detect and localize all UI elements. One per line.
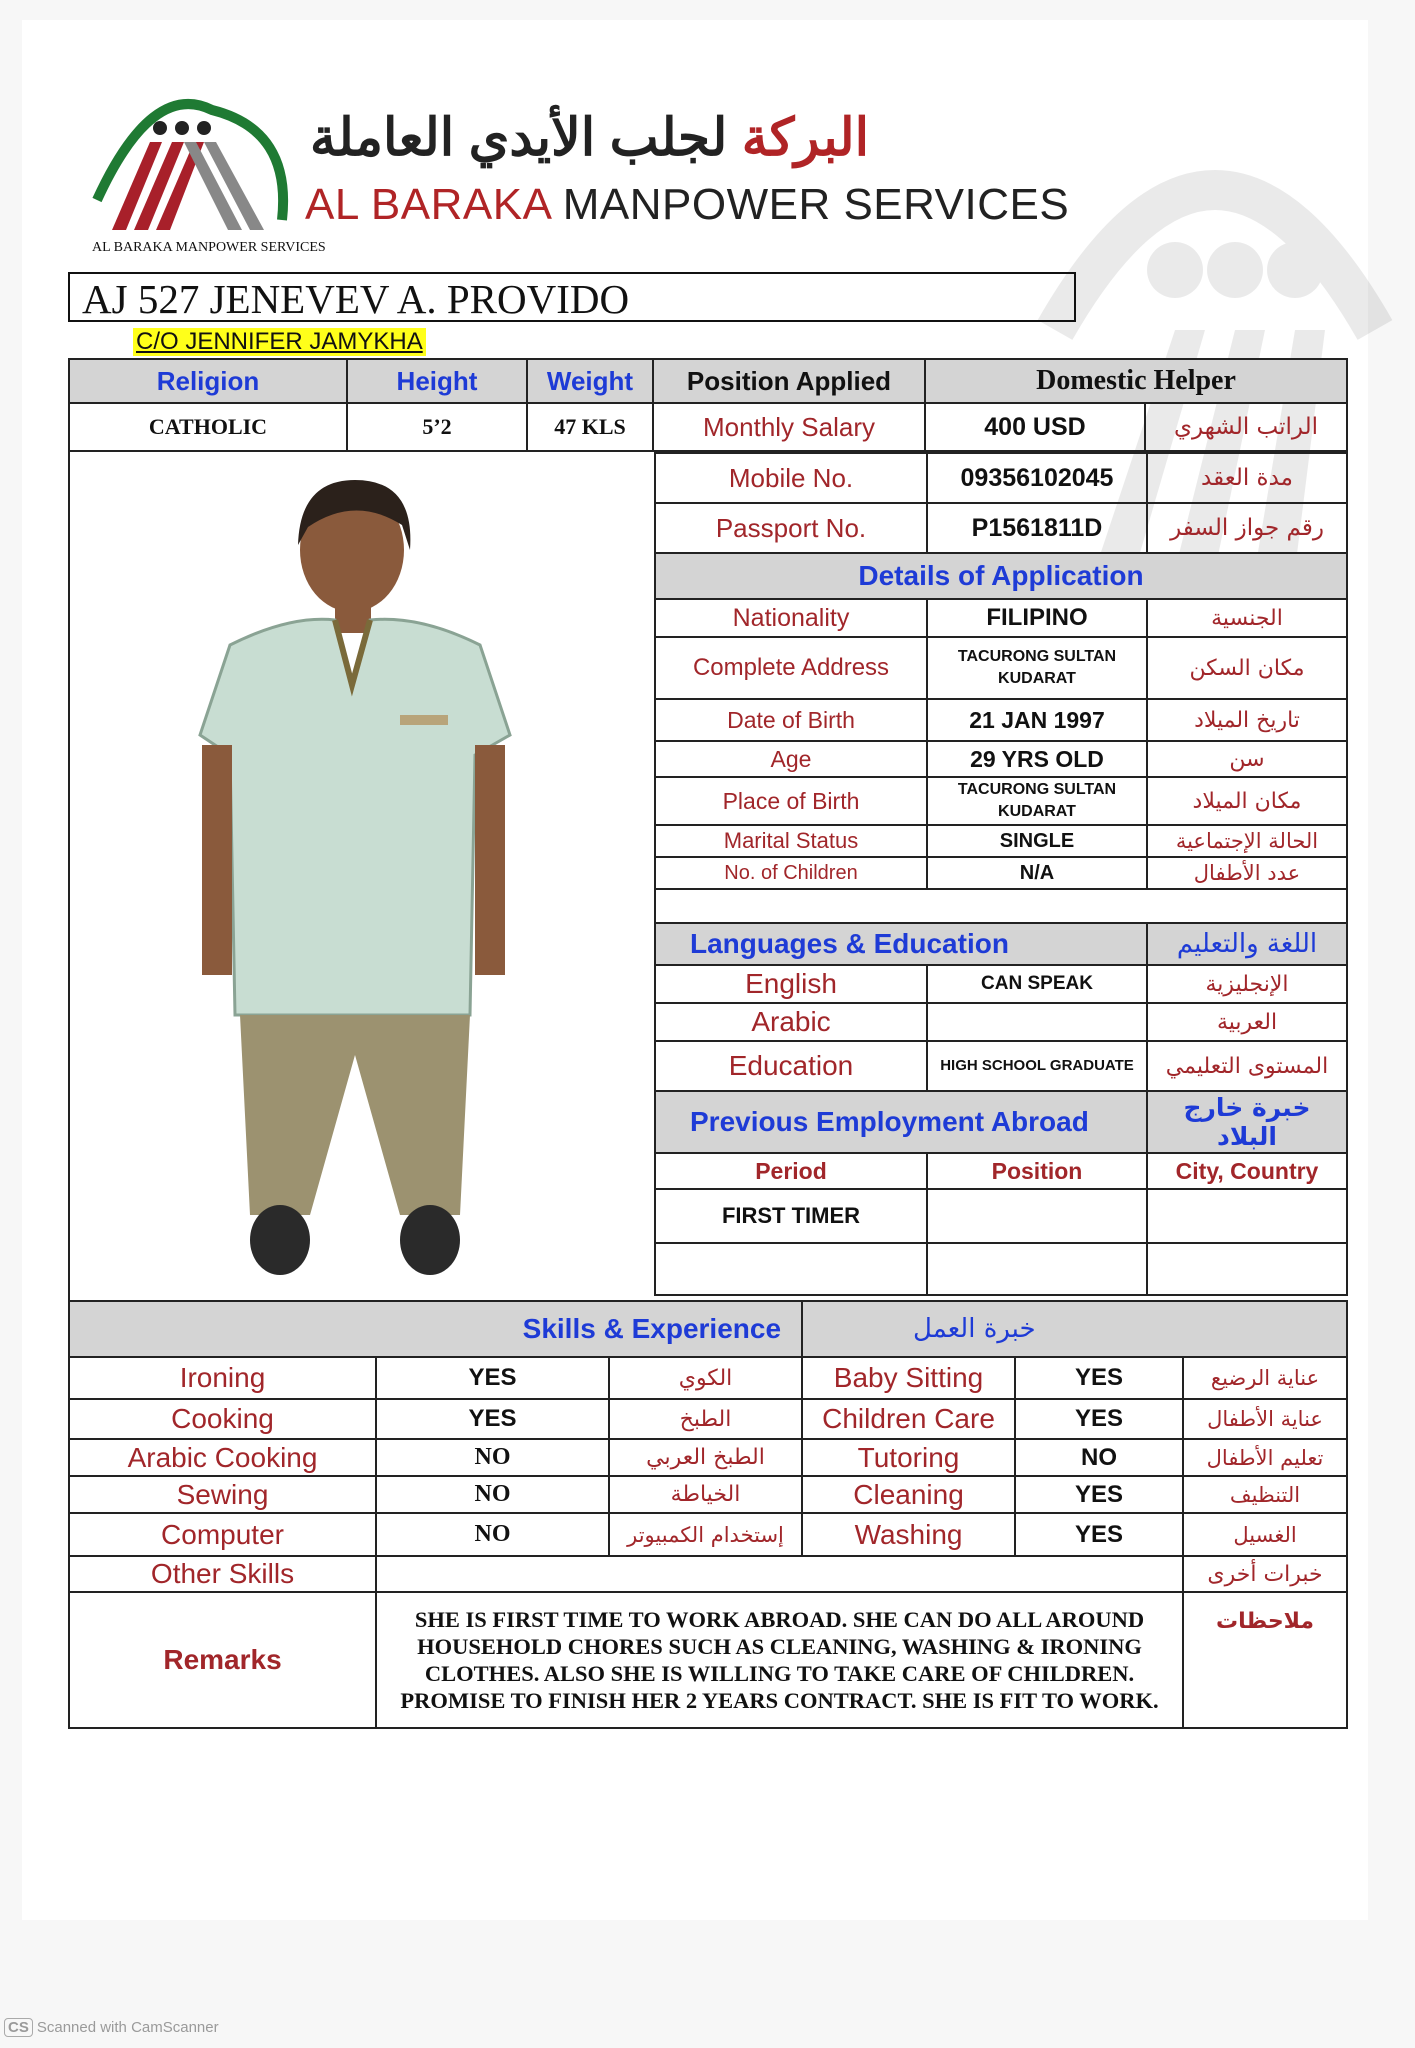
employment-city — [1147, 1189, 1347, 1243]
languages-heading-arabic: اللغة والتعليم — [1147, 923, 1347, 965]
employment-position — [927, 1243, 1147, 1295]
skill-value: NO — [376, 1513, 609, 1556]
address-value: TACURONG SULTAN KUDARAT — [927, 637, 1147, 699]
position-applied-label: Position Applied — [653, 359, 925, 403]
religion-header: Religion — [69, 359, 347, 403]
height-value: 5’2 — [347, 403, 527, 451]
arabic-company-title: البركة لجلب الأيدي العاملة — [310, 109, 870, 167]
arabic-arabic: العربية — [1147, 1003, 1347, 1041]
education-value: HIGH SCHOOL GRADUATE — [927, 1041, 1147, 1091]
candidate-photo — [130, 455, 580, 1310]
care-of-label: C/O JENNIFER JAMYKHA — [133, 328, 426, 356]
remarks-arabic: ملاحظات — [1183, 1592, 1347, 1728]
nationality-arabic: الجنسية — [1147, 599, 1347, 637]
skills-table — [68, 1300, 1348, 1729]
period-header: Period — [655, 1153, 927, 1189]
skill-label: Children Care — [802, 1399, 1015, 1439]
pob-value: TACURONG SULTAN KUDARAT — [927, 777, 1147, 825]
skill-label: Arabic Cooking — [69, 1439, 376, 1476]
skill-arabic: الكوي — [609, 1357, 802, 1399]
details-heading: Details of Application — [655, 553, 1347, 599]
dob-value: 21 JAN 1997 — [927, 699, 1147, 741]
mobile-value: 09356102045 — [927, 453, 1147, 503]
other-skills-label: Other Skills — [69, 1556, 376, 1592]
other-skills-arabic: خبرات أخرى — [1183, 1556, 1347, 1592]
position-applied-value: Domestic Helper — [925, 359, 1347, 403]
skill-label: Baby Sitting — [802, 1357, 1015, 1399]
children-label: No. of Children — [655, 857, 927, 889]
education-label: Education — [655, 1041, 927, 1091]
english-arabic: الإنجليزية — [1147, 965, 1347, 1003]
skill-label: Ironing — [69, 1357, 376, 1399]
city-header: City, Country — [1147, 1153, 1347, 1189]
salary-value: 400 USD — [925, 403, 1145, 451]
children-arabic: عدد الأطفال — [1147, 857, 1347, 889]
employment-period: FIRST TIMER — [655, 1189, 927, 1243]
age-arabic: سن — [1147, 741, 1347, 777]
age-label: Age — [655, 741, 927, 777]
mobile-label: Mobile No. — [655, 453, 927, 503]
dob-label: Date of Birth — [655, 699, 927, 741]
children-value: N/A — [927, 857, 1147, 889]
skill-label: Cooking — [69, 1399, 376, 1439]
english-company-title: AL BARAKA MANPOWER SERVICES — [305, 180, 1070, 229]
arabic-value — [927, 1003, 1147, 1041]
weight-header: Weight — [527, 359, 653, 403]
camscanner-icon: CS — [4, 2018, 33, 2037]
skill-arabic: عناية الرضيع — [1183, 1357, 1347, 1399]
skill-label: Washing — [802, 1513, 1015, 1556]
company-logo — [92, 70, 302, 245]
address-label: Complete Address — [655, 637, 927, 699]
passport-label: Passport No. — [655, 503, 927, 553]
candidate-name: AJ 527 JENEVEV A. PROVIDO — [68, 272, 1076, 322]
skill-label: Tutoring — [802, 1439, 1015, 1476]
passport-arabic: رقم جواز السفر — [1147, 503, 1347, 553]
skill-value: YES — [376, 1399, 609, 1439]
skills-heading-arabic: خبرة العمل — [802, 1301, 1347, 1357]
skills-heading: Skills & Experience — [69, 1301, 802, 1357]
nationality-value: FILIPINO — [927, 599, 1147, 637]
position-header: Position — [927, 1153, 1147, 1189]
languages-heading: Languages & Education — [655, 923, 1147, 965]
camscanner-watermark — [4, 2018, 219, 2037]
skill-arabic: الطبخ — [609, 1399, 802, 1439]
marital-arabic: الحالة الإجتماعية — [1147, 825, 1347, 857]
skill-value: YES — [1015, 1399, 1183, 1439]
logo-caption: AL BARAKA MANPOWER SERVICES — [92, 240, 326, 255]
employment-position — [927, 1189, 1147, 1243]
marital-label: Marital Status — [655, 825, 927, 857]
pob-label: Place of Birth — [655, 777, 927, 825]
skill-arabic: إستخدام الكمبيوتر — [609, 1513, 802, 1556]
address-arabic: مكان السكن — [1147, 637, 1347, 699]
skill-label: Cleaning — [802, 1476, 1015, 1513]
skill-value: NO — [1015, 1439, 1183, 1476]
employment-period — [655, 1243, 927, 1295]
weight-value: 47 KLS — [527, 403, 653, 451]
skill-arabic: الخياطة — [609, 1476, 802, 1513]
camscanner-text: Scanned with CamScanner — [36, 2019, 219, 2036]
skill-label: Computer — [69, 1513, 376, 1556]
skill-value: YES — [376, 1357, 609, 1399]
salary-label: Monthly Salary — [653, 403, 925, 451]
basic-info-table — [68, 358, 1348, 452]
details-table — [654, 452, 1348, 1296]
skill-label: Sewing — [69, 1476, 376, 1513]
employment-heading: Previous Employment Abroad — [655, 1091, 1147, 1153]
skill-value: YES — [1015, 1513, 1183, 1556]
spacer-row — [655, 889, 1347, 923]
salary-arabic: الراتب الشهري — [1145, 403, 1347, 451]
passport-value: P1561811D — [927, 503, 1147, 553]
education-arabic: المستوى التعليمي — [1147, 1041, 1347, 1091]
skill-value: NO — [376, 1439, 609, 1476]
nationality-label: Nationality — [655, 599, 927, 637]
skill-value: NO — [376, 1476, 609, 1513]
skill-arabic: عناية الأطفال — [1183, 1399, 1347, 1439]
religion-value: CATHOLIC — [69, 403, 347, 451]
skill-arabic: التنظيف — [1183, 1476, 1347, 1513]
employment-city — [1147, 1243, 1347, 1295]
skill-arabic: الغسيل — [1183, 1513, 1347, 1556]
arabic-label: Arabic — [655, 1003, 927, 1041]
age-value: 29 YRS OLD — [927, 741, 1147, 777]
skill-arabic: الطبخ العربي — [609, 1439, 802, 1476]
height-header: Height — [347, 359, 527, 403]
dob-arabic: تاريخ الميلاد — [1147, 699, 1347, 741]
pob-arabic: مكان الميلاد — [1147, 777, 1347, 825]
english-label: English — [655, 965, 927, 1003]
skill-value: YES — [1015, 1357, 1183, 1399]
english-value: CAN SPEAK — [927, 965, 1147, 1003]
employment-heading-arabic: خبرة خارج البلاد — [1147, 1091, 1347, 1153]
other-skills-value — [376, 1556, 1183, 1592]
skill-value: YES — [1015, 1476, 1183, 1513]
mobile-arabic: مدة العقد — [1147, 453, 1347, 503]
remarks-text: SHE IS FIRST TIME TO WORK ABROAD. SHE CAN DO ALL AROUND HOUSEHOLD CHORES SUCH AS CLEANING, WASHING & IRONING CLOTHES. ALSO SHE IS WILLING TO TAKE CARE OF CHILDREN. PROMISE TO FINISH HER 2 YEARS CONTRACT. SHE IS FIT TO WORK. — [376, 1592, 1183, 1728]
marital-value: SINGLE — [927, 825, 1147, 857]
skill-arabic: تعليم الأطفال — [1183, 1439, 1347, 1476]
remarks-label: Remarks — [69, 1592, 376, 1728]
